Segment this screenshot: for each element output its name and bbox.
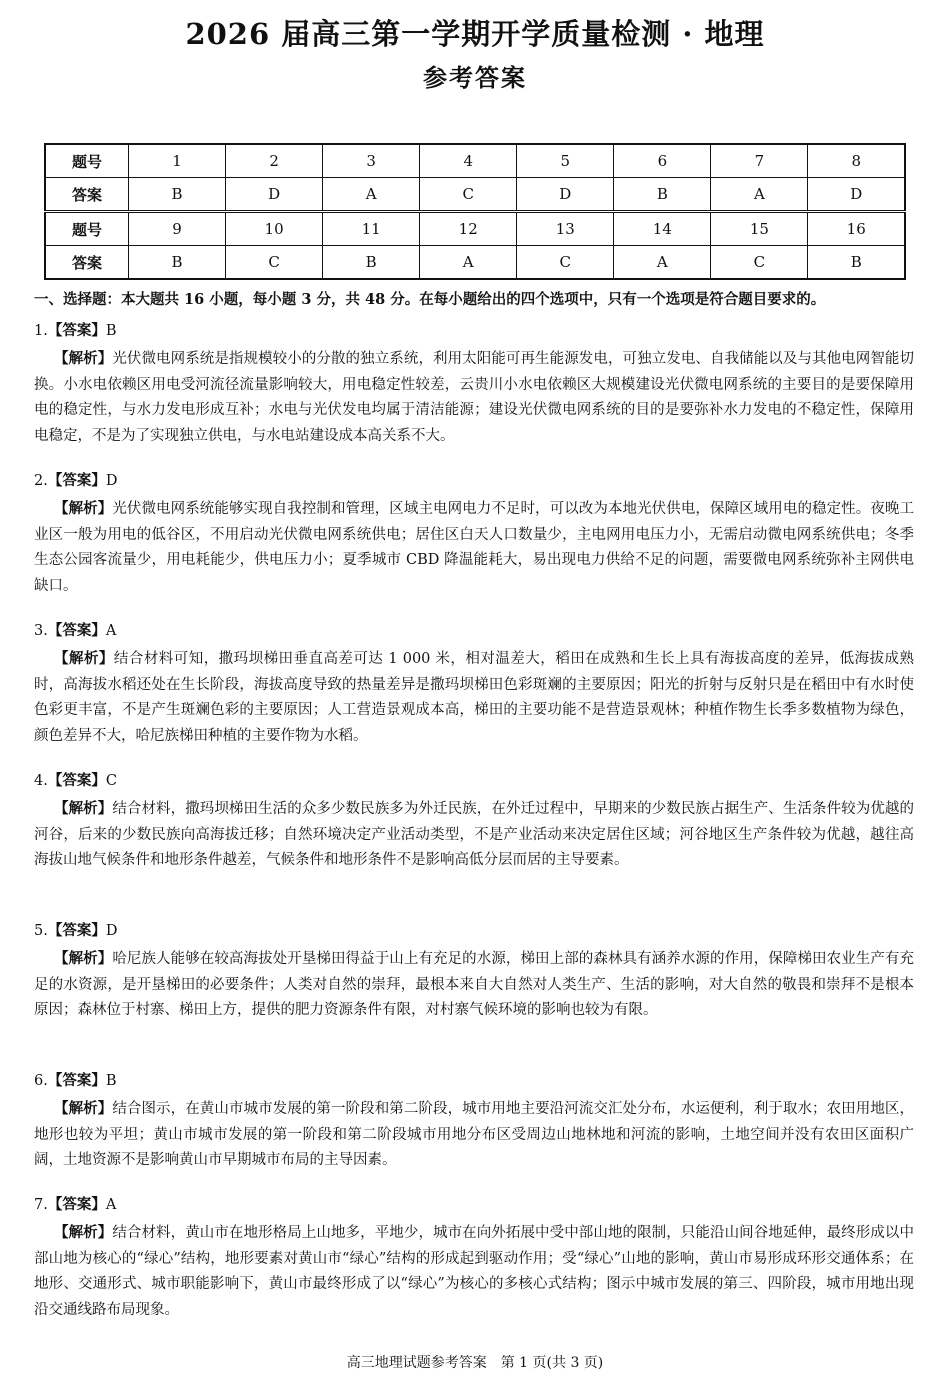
analysis-tag: 【解析】 [54, 350, 113, 367]
answer-tag: 【答案】 [47, 622, 106, 639]
answer-cell: A [323, 178, 420, 212]
answer-tag: 【答案】 [47, 922, 106, 939]
question-number-cell: 2 [226, 144, 323, 178]
analysis-tag: 【解析】 [54, 1100, 113, 1117]
answer-line [34, 768, 914, 794]
answer-cell: D [517, 178, 614, 212]
analysis-tag: 【解析】 [54, 500, 113, 517]
analysis-text: 哈尼族人能够在较高海拔处开垦梯田得益于山上有充足的水源，梯田上部的森林具有涵养水源的作用，保障梯田农业生产有充足的水资源，是开垦梯田的必要条件；人类对自然的崇拜，最根本来自大自然对人类生产、生活的影响，对大自然的敬畏和崇拜不是根本原因；森林位于村寨、梯田上方，提供的肥力资源条件有限，对村寨气候环境的影响也较为有限。 [34, 951, 914, 1018]
question-block-4 [34, 768, 914, 874]
answer-value: A [105, 623, 117, 639]
question-number-cell: 6 [614, 144, 711, 178]
answer-value: A [105, 1197, 117, 1213]
question-number-cell: 3 [323, 144, 420, 178]
analysis-tag: 【解析】 [54, 650, 114, 667]
answer-line [34, 918, 914, 944]
answer-cell: B [129, 178, 226, 212]
question-number-cell: 8 [808, 144, 905, 178]
analysis-paragraph [34, 796, 914, 874]
page-title: 2026 届高三第一学期开学质量检测 · 地理 [185, 17, 765, 51]
answer-line [34, 1068, 914, 1094]
answer-tag: 【答案】 [47, 772, 106, 789]
table-row [45, 178, 905, 212]
analysis-paragraph [34, 496, 914, 599]
answer-cell: C [226, 246, 323, 280]
answer-cell: B [323, 246, 420, 280]
answer-tag: 【答案】 [47, 1072, 106, 1089]
table-row [45, 212, 905, 246]
analysis-paragraph [34, 346, 914, 449]
analysis-text: 结合材料，黄山市在地形格局上山地多，平地少，城市在向外拓展中受中部山地的限制，只能沿山间谷地延伸，最终形成以中部山地为核心的“绿心”结构，地形要素对黄山市“绿心”结构的形成起到驱动作用；受“绿心”山地的影响，黄山市易形成环形交通体系；在地形、交通形式、城市职能影响下，黄山市最终形成了以“绿心”为核心的多核心式结构；图示中城市发展的第三、四阶段，城市用地出现沿交通线路布局现象。 [34, 1225, 914, 1318]
question-number-cell: 9 [129, 212, 226, 246]
row-label-answer: 答案 [45, 178, 129, 212]
answer-cell: A [711, 178, 808, 212]
analysis-paragraph [34, 646, 914, 749]
question-number-cell: 5 [517, 144, 614, 178]
answer-tag: 【答案】 [47, 472, 106, 489]
question-number-cell: 1 [129, 144, 226, 178]
answer-tag: 【答案】 [47, 322, 106, 339]
question-number-cell: 10 [226, 212, 323, 246]
question-block-7 [34, 1192, 914, 1323]
answer-cell: B [614, 178, 711, 212]
question-number-cell: 15 [711, 212, 808, 246]
answer-tag: 【答案】 [47, 1196, 106, 1213]
question-number: 2. [34, 473, 48, 489]
question-block-3 [34, 618, 914, 749]
answer-cell: D [808, 178, 905, 212]
question-block-5 [34, 918, 914, 1024]
analysis-tag: 【解析】 [54, 800, 113, 817]
question-number-cell: 14 [614, 212, 711, 246]
table-row [45, 144, 905, 178]
answer-cell: B [129, 246, 226, 280]
answer-cell: C [517, 246, 614, 280]
row-label-number: 题号 [45, 212, 129, 246]
answer-cell: C [420, 178, 517, 212]
analysis-text: 结合材料，撒玛坝梯田生活的众多少数民族多为外迁民族，在外迁过程中，早期来的少数民族占据生产、生活条件较为优越的河谷，后来的少数民族向高海拔迁移；自然环境决定产业活动类型，不是产业活动来决定居住区域；河谷地区生产条件较为优越，越往高海拔山地气候条件和地形条件越差，气候条件和地形条件不是影响高低分层而居的主导要素。 [34, 801, 914, 868]
answer-value: B [105, 1073, 117, 1089]
question-number-cell: 7 [711, 144, 808, 178]
row-label-answer: 答案 [45, 246, 129, 280]
analysis-tag: 【解析】 [54, 950, 113, 967]
section-heading: 一、选择题：本大题共 16 小题，每小题 3 分，共 48 分。在每小题给出的四个选项中，只有一个选项是符合题目要求的。 [34, 291, 826, 308]
table-row [45, 246, 905, 280]
answer-cell: A [614, 246, 711, 280]
question-number-cell: 11 [323, 212, 420, 246]
page-subtitle: 参考答案 [423, 63, 527, 92]
question-number: 3. [34, 623, 48, 639]
question-block-2 [34, 468, 914, 599]
answer-line [34, 318, 914, 344]
question-number-cell: 13 [517, 212, 614, 246]
analysis-tag: 【解析】 [54, 1224, 113, 1241]
question-number-cell: 4 [420, 144, 517, 178]
answer-line [34, 468, 914, 494]
answer-value: D [105, 473, 118, 489]
answer-line [34, 1192, 914, 1218]
question-block-6 [34, 1068, 914, 1174]
question-block-1 [34, 318, 914, 449]
question-number-cell: 16 [808, 212, 905, 246]
analysis-paragraph [34, 1220, 914, 1323]
analysis-paragraph [34, 946, 914, 1024]
row-label-number: 题号 [45, 144, 129, 178]
answer-cell: A [420, 246, 517, 280]
answer-line [34, 618, 914, 644]
analysis-paragraph [34, 1096, 914, 1174]
answer-cell: C [711, 246, 808, 280]
analysis-text: 光伏微电网系统能够实现自我控制和管理，区域主电网电力不足时，可以改为本地光伏供电，保障区域用电的稳定性。夜晚工业区一般为用电的低谷区，不用启动光伏微电网系统供电；居住区白天人口数量少，主电网用电压力小，无需启动微电网系统供电；冬季生态公园客流量少，用电耗能少，供电压力小；夏季城市 CBD 降温能耗大，易出现电力供给不足的问题，需要微电网系统弥补主网供电缺口。 [34, 501, 914, 594]
answer-cell: D [226, 178, 323, 212]
question-number-cell: 12 [420, 212, 517, 246]
question-number: 6. [34, 1073, 48, 1089]
page-footer: 高三地理试题参考答案 第 1 页(共 3 页) [346, 1355, 604, 1371]
question-number: 1. [34, 323, 48, 339]
answer-value: C [105, 773, 117, 789]
question-number: 5. [34, 923, 48, 939]
analysis-text: 结合图示，在黄山市城市发展的第一阶段和第二阶段，城市用地主要沿河流交汇处分布，水运便利，利于取水；农田用地区，地形也较为平坦；黄山市城市发展的第一阶段和第二阶段城市用地分布区受周边山地林地和河流的影响，土地空间并没有农田区面积广阔，土地资源不是影响黄山市早期城市布局的主导因素。 [34, 1101, 914, 1168]
analysis-text: 结合材料可知，撒玛坝梯田垂直高差可达 1 000 米，相对温差大，稻田在成熟和生长上具有海拔高度的差异，低海拔成熟时，高海拔水稻还处在生长阶段，海拔高度导致的热量差异是撒玛坝梯田色彩斑斓的主要原因；阳光的折射与反射只是在稻田中有水时使色彩更丰富，不是产生斑斓色彩的主要原因；人工营造景观成本高，梯田的主要功能不是营造景观林；种植作物生长季多数植物为绿色，颜色差异不大，哈尼族梯田种植的主要作物为水稻。 [34, 651, 915, 744]
answer-table [44, 143, 906, 280]
analysis-text: 光伏微电网系统是指规模较小的分散的独立系统，利用太阳能可再生能源发电，可独立发电、自我储能以及与其他电网智能切换。小水电依赖区用电受河流径流量影响较大，用电稳定性较差，云贵川小水电依赖区大规模建设光伏微电网系统的主要目的是要保障用电的稳定性，与水力发电形成互补；水电与光伏发电均属于清洁能源；建设光伏微电网系统的目的是要弥补水力发电的不稳定性，保障用电稳定，不是为了实现独立供电，与水电站建设成本高关系不大。 [34, 351, 914, 444]
question-number: 4. [34, 773, 48, 789]
answer-value: D [105, 923, 118, 939]
answer-cell: B [808, 246, 905, 280]
answer-value: B [105, 323, 117, 339]
question-number: 7. [34, 1197, 48, 1213]
